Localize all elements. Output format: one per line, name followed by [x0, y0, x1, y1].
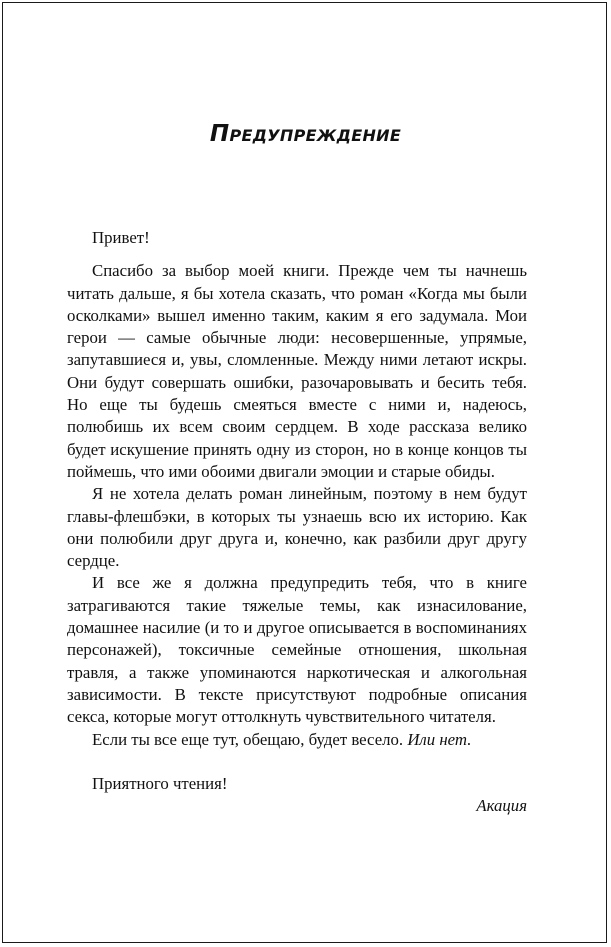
paragraph-4 [67, 729, 527, 751]
paragraph-3: И все же я должна предупредить тебя, что в книге затрагиваются такие тяжелые темы, как изнасилование, домашнее насилие (и то и другое описывается в воспоминаниях персонажей), токсичные семейные отношения, школьная травля, а также упоминаются наркотическая и алкогольная зависимости. В тексте присутствуют подробные описания секса, которые могут оттолкнуть чувствительного читателя. [67, 573, 527, 727]
greeting: Привет! [92, 228, 150, 247]
paragraph-2: Я не хотела делать роман линейным, поэтому в нем будут главы-флешбэки, в которых ты узнаешь всю их историю. Как они полюбили друг друга и, конечно, как разбили друг другу сердце. [67, 484, 527, 571]
page-title: Предупреждение [209, 121, 402, 147]
page-body [67, 227, 527, 817]
paragraph-1: Спасибо за выбор моей книги. Прежде чем ты начнешь читать дальше, я бы хотела сказать, что роман «Когда мы были осколками» вышел именно таким, каким я его задумала. Мои герои — самые обычные люди: несовершенные, упрямые, запутавшиеся и, увы, сломленные. Между ними летают искры. Они будут совершать ошибки, разочаровывать и бесить тебя. Но еще ты будешь смеяться вместе с ними и, надеюсь, полюбишь их всем своим сердцем. В ходе рассказа велико будет искушение принять одну из сторон, но в конце концов ты поймешь, что ими обоими двигали эмоции и старые обиды. [67, 261, 527, 481]
signature: Акация [476, 796, 527, 816]
book-page [2, 2, 607, 943]
paragraph-gap [67, 751, 527, 773]
paragraph-4-text: Если ты все еще тут, обещаю, будет весело. [92, 729, 404, 749]
closing-line: Приятного чтения! [92, 773, 228, 793]
paragraph-gap [67, 249, 527, 260]
paragraph-4-italic: Или нет. [407, 729, 472, 749]
